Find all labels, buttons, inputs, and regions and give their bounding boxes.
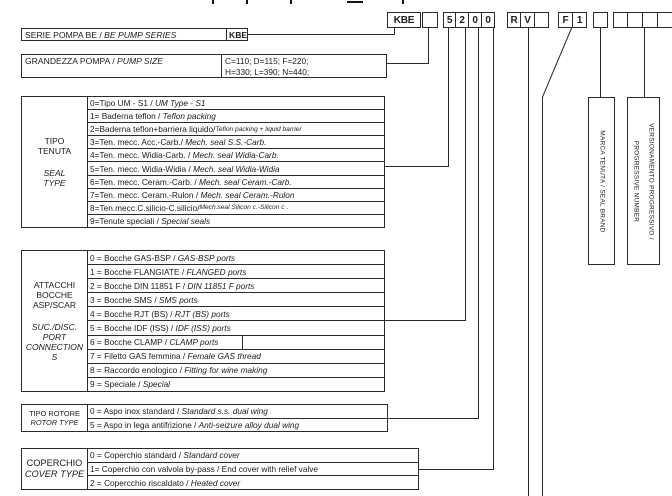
port-row-0: 0 = Bocche GAS-BSP / GAS-BSP ports <box>90 252 236 263</box>
progressive-label-line2: PROGRESSIVE NUMBER <box>632 140 639 222</box>
rotor-row-0: 0 = Aspo inox standard / Standard s.s. dual wing <box>90 406 268 417</box>
code-cell-2: 2 <box>456 12 469 28</box>
port-connections-section <box>21 250 385 392</box>
seal-label-it1: TIPO <box>44 136 65 146</box>
port-row-8: 8 = Raccordo enologico / Fitting for wine making <box>88 363 384 377</box>
rotor-row-1: 5 = Aspo in lega antifrizione / Anti-seizure alloy dual wing <box>88 418 387 432</box>
serie-pompa-label <box>21 28 227 41</box>
code-cell-0a: 0 <box>469 12 482 28</box>
code-cell-f: F <box>558 12 573 28</box>
code-cell-0b: 0 <box>482 12 495 28</box>
seal-row-9: 9=Tenute speciali / Special seals <box>88 214 384 227</box>
code-group-seal-brand <box>593 12 608 28</box>
seal-row-5: 5=Ten. mecc. Widia-Widia / Mech. seal Widia-Widia <box>88 161 384 174</box>
seal-label-it2: TENUTA <box>37 146 72 156</box>
seal-brand-label: MARCA TENUTA / SEAL BRAND <box>598 129 605 233</box>
port-row-7: 7 = Filetto GAS femmina / Female GAS thread <box>88 349 384 363</box>
rotor-rows <box>88 405 387 431</box>
cover-rows <box>88 449 418 489</box>
code-cell-rv-empty <box>535 12 549 28</box>
port-row-9: 9 = Speciale / Special <box>88 377 384 391</box>
seal-row-4: 4=Ten. mecc. Widia-Carb. / Mech. seal Widia-Carb. <box>88 148 384 161</box>
rotor-header <box>22 405 88 431</box>
code-cell-size <box>422 12 438 28</box>
seal-row-6: 6=Ten. mecc. Ceram.-Carb. / Mech. seal Ceram.-Carb. <box>88 175 384 188</box>
port-header <box>22 251 88 391</box>
serie-pompa-code: KBE <box>226 28 248 41</box>
pump-size-label-it: GRANDEZZA POMPA / <box>25 56 117 66</box>
code-cell-r: R <box>507 12 521 28</box>
port-row-6: 6 = Bocche CLAMP / CLAMP ports <box>88 335 384 349</box>
cover-type-section <box>21 448 419 490</box>
port-label-en2: PORT <box>42 332 67 342</box>
rotor-label-it: TIPO ROTORE <box>29 409 80 418</box>
port-label-it1: ATTACCHI <box>33 280 76 290</box>
cover-label-it: COPERCHIO <box>26 458 83 468</box>
code-cell-brand <box>593 12 608 28</box>
port-label-en3: CONNECTION <box>25 342 84 352</box>
seal-row-3: 3=Ten. mecc. Acc.-Carb./ Mech. seal S.S.-Carb. <box>88 135 384 148</box>
code-cell-kbe: KBE <box>387 12 421 28</box>
progressive-label-line1: VERSIONAMENTO PROGRESSIVO / <box>647 122 654 240</box>
pump-size-label <box>21 54 222 78</box>
seal-row-1: 1= Baderna teflon / Teflon packing <box>88 109 384 122</box>
code-cell-p2 <box>628 12 643 28</box>
code-cell-1: 1 <box>573 12 587 28</box>
code-group-f1 <box>558 12 587 28</box>
seal-type-section <box>21 96 385 228</box>
code-group-series <box>387 12 421 28</box>
seal-label-en2: TYPE <box>43 178 66 188</box>
code-cell-p4 <box>658 12 672 28</box>
code-group-rv <box>507 12 549 28</box>
cover-row-1: 1= Coperchio con valvola by-pass / End cover with relief valve <box>88 462 418 476</box>
rotor-label-en: ROTOR TYPE <box>30 418 79 427</box>
pump-size-label-en: PUMP SIZE <box>117 56 163 66</box>
rotor-type-section <box>21 404 388 432</box>
pump-size-values <box>221 54 387 78</box>
progressive-number-label <box>627 97 660 265</box>
code-cell-p1 <box>613 12 628 28</box>
code-group-size <box>422 12 438 28</box>
port-label-it3: ASP/SCAR <box>33 300 76 310</box>
pump-size-line2: H=330; L=390; N=440; <box>225 66 310 77</box>
cover-row-2: 2 = Copercchio riscaldato / Heated cover <box>88 475 418 489</box>
code-cell-p3 <box>643 12 658 28</box>
code-cell-5: 5 <box>443 12 456 28</box>
port-label-en4: S <box>51 352 58 362</box>
seal-type-header <box>22 97 88 227</box>
code-group-progressive <box>613 12 672 28</box>
port-rows <box>88 251 384 391</box>
port-row-5: 5 = Bocche IDF (ISS) / IDF (ISS) ports <box>88 320 384 334</box>
serie-label-en: BE PUMP SERIES <box>104 30 177 40</box>
seal-row-8: 8=Ten.mecc.C.silicio-C.silicio/ Mech.seal Silicon c.-Silicon c . <box>88 201 384 214</box>
code-group-5200 <box>443 12 495 28</box>
seal-row-7: 7=Ten. mecc. Ceram.-Rulon / Mech. seal Ceram.-Rulon <box>88 188 384 201</box>
cover-label-en: COVER TYPE <box>24 469 85 479</box>
seal-row-2: 2=Baderna teflon+barriera liquido/ Teflon packing + liquid barrier <box>88 122 384 135</box>
port-row-2: 2 = Bocche DIN 11851 F / DIN 11851 F ports <box>88 278 384 292</box>
seal-label-en1: SEAL <box>43 168 66 178</box>
port-row-3: 3 = Bocche SMS / SMS ports <box>88 292 384 306</box>
port-label-it2: BOCCHE <box>36 290 73 300</box>
port-row-4: 4 = Bocche RJT (BS) / RJT (BS) ports <box>88 306 384 320</box>
seal-type-rows <box>88 97 384 227</box>
seal-row-0: 0=Tipo UM - S1 / UM Type - S1 <box>90 98 206 109</box>
port-row-6-divider <box>242 335 243 349</box>
port-label-en1: SUC./DISC. <box>31 322 78 332</box>
cover-header <box>22 449 88 489</box>
cover-row-0: 0 = Coperchio standard / Standard cover <box>90 450 240 461</box>
serie-label-it: SERIE POMPA BE / <box>25 30 105 40</box>
pump-size-line1: C=110; D=115; F=220; <box>225 56 309 66</box>
code-cell-v: V <box>521 12 535 28</box>
port-row-1: 1 = Bocche FLANGIATE / FLANGED ports <box>88 264 384 278</box>
